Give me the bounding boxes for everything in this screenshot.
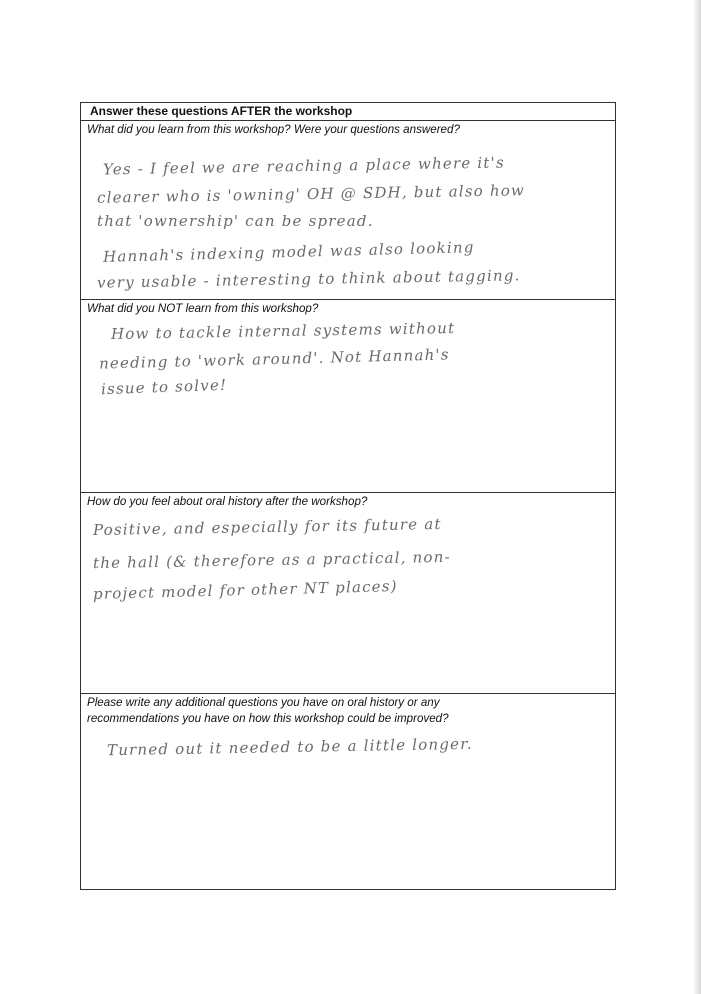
handwritten-answer-line: needing to 'work around'. Not Hannah's (98, 345, 450, 373)
question-prompt-line: recommendations you have on how this workshop could be improved? (87, 712, 449, 725)
handwritten-answer-line: clearer who is 'owning' OH @ SDH, but also how (96, 181, 526, 207)
handwritten-answer-line: that 'ownership' can be spread. (97, 212, 374, 230)
handwritten-answer-line: very usable - interesting to think about tagging. (96, 266, 521, 292)
handwritten-answer-line: the hall (& therefore as a practical, non- (92, 547, 451, 573)
question-section-learned (81, 120, 615, 299)
question-section-not-learned (81, 299, 615, 492)
handwritten-answer-line: project model for other NT places) (92, 577, 398, 603)
question-prompt: What did you NOT learn from this workshop? (87, 302, 319, 315)
feedback-form (80, 102, 616, 890)
question-section-additional (81, 693, 615, 889)
form-header: Answer these questions AFTER the workshop (90, 104, 353, 118)
question-prompt-line: Please write any additional questions you have on oral history or any (87, 696, 440, 709)
handwritten-answer-line: Yes - I feel we are reaching a place where it's (102, 153, 505, 179)
handwritten-answer-line: issue to solve! (100, 375, 228, 399)
question-section-feelings (81, 492, 615, 693)
handwritten-answer-line: Turned out it needed to be a little longer. (106, 734, 473, 760)
question-prompt: How do you feel about oral history after the workshop? (87, 495, 368, 508)
page-edge-shadow (693, 0, 701, 994)
question-prompt: What did you learn from this workshop? Were your questions answered? (87, 123, 460, 136)
handwritten-answer-line: Hannah's indexing model was also looking (102, 238, 475, 266)
handwritten-answer-line: Positive, and especially for its future at (92, 514, 442, 540)
handwritten-answer-line: How to tackle internal systems without (110, 318, 456, 344)
